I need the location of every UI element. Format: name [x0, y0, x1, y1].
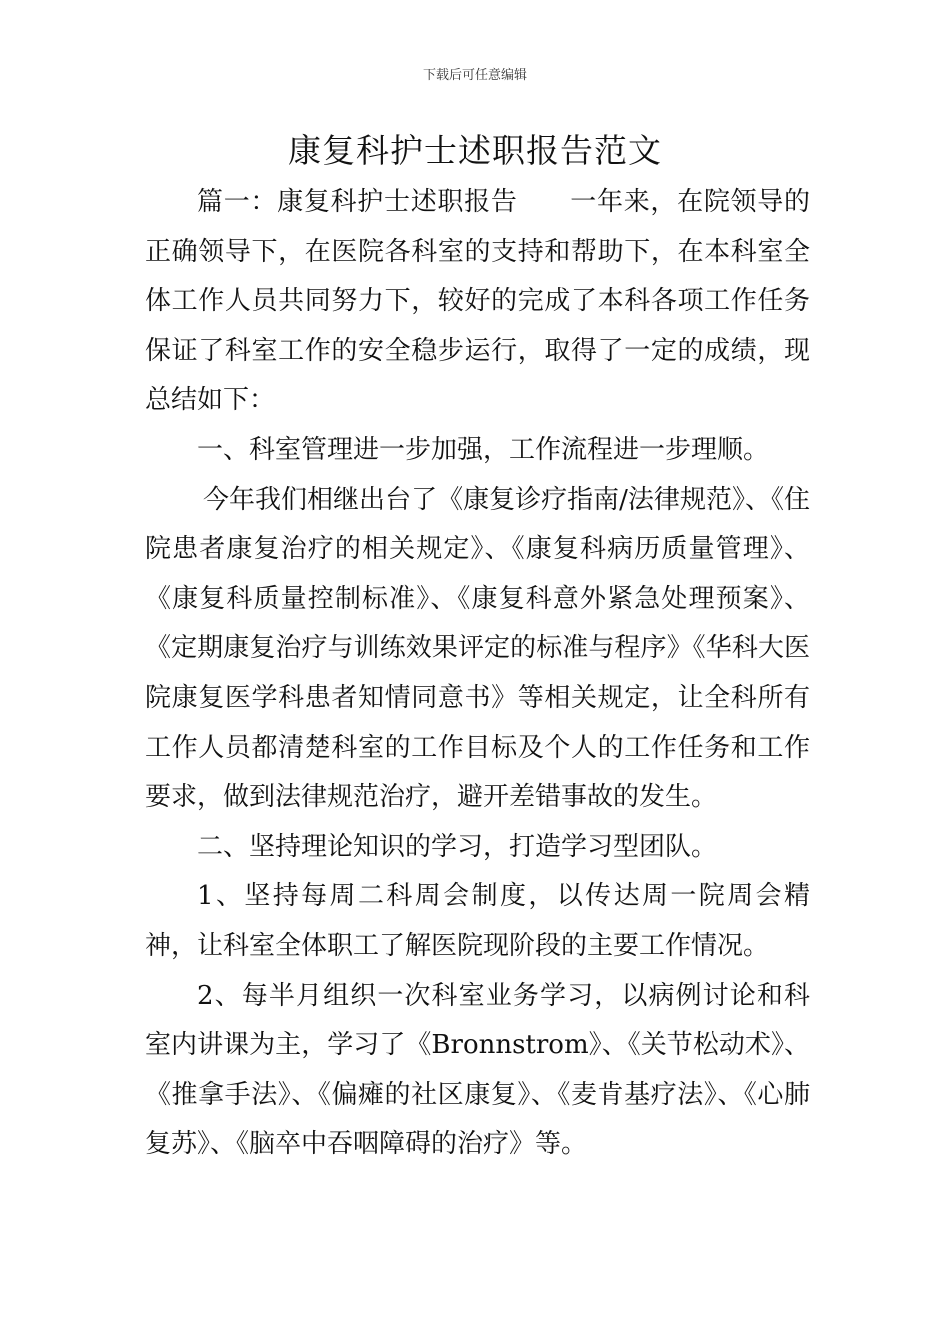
- document-body: [145, 178, 810, 1170]
- document-title: 康复科护士述职报告范文: [288, 131, 662, 170]
- intro-heading: 篇一：康复科护士述职报告: [197, 187, 518, 217]
- section-heading-1: 一、科室管理进一步加强，工作流程进一步理顺。: [197, 434, 770, 465]
- intro-text: 一年来，在院领导的正确领导下，在医院各科室的支持和帮助下，在本科室全体工作人员共同努力下，较好的完成了本科各项工作任务保证了科室工作的安全稳步运行，取得了一定的成绩，现总结如下：: [145, 187, 810, 416]
- list-item-1: 1、坚持每周二科周会制度，以传达周一院周会精神，让科室全体职工了解医院现阶段的主要工作情况。: [145, 881, 810, 961]
- section-heading-2: 二、坚持理论知识的学习，打造学习型团队。: [197, 831, 718, 862]
- header-note: 下载后可任意编辑: [422, 68, 527, 83]
- regulations-paragraph: 今年我们相继出台了《康复诊疗指南/法律规范》、《住院患者康复治疗的相关规定》、《康复科病历质量管理》、《康复科质量控制标准》、《康复科意外紧急处理预案》、《定期康复治疗与训练效果评定的标准与程序》《华科大医院康复医学科患者知情同意书》等相关规定，让全科所有工作人员都清楚科室的工作目标及个人的工作任务和工作要求，做到法律规范治疗，避开差错事故的发生。: [145, 484, 810, 813]
- list-item-2: 2、每半月组织一次科室业务学习，以病例讨论和科室内讲课为主，学习了《Bronnstrom》、《关节松动术》、《推拿手法》、《偏瘫的社区康复》、《麦肯基疗法》、《心肺复苏》、《脑卒中吞咽障碍的治疗》等。: [145, 980, 810, 1160]
- intro-paragraph: [145, 178, 810, 426]
